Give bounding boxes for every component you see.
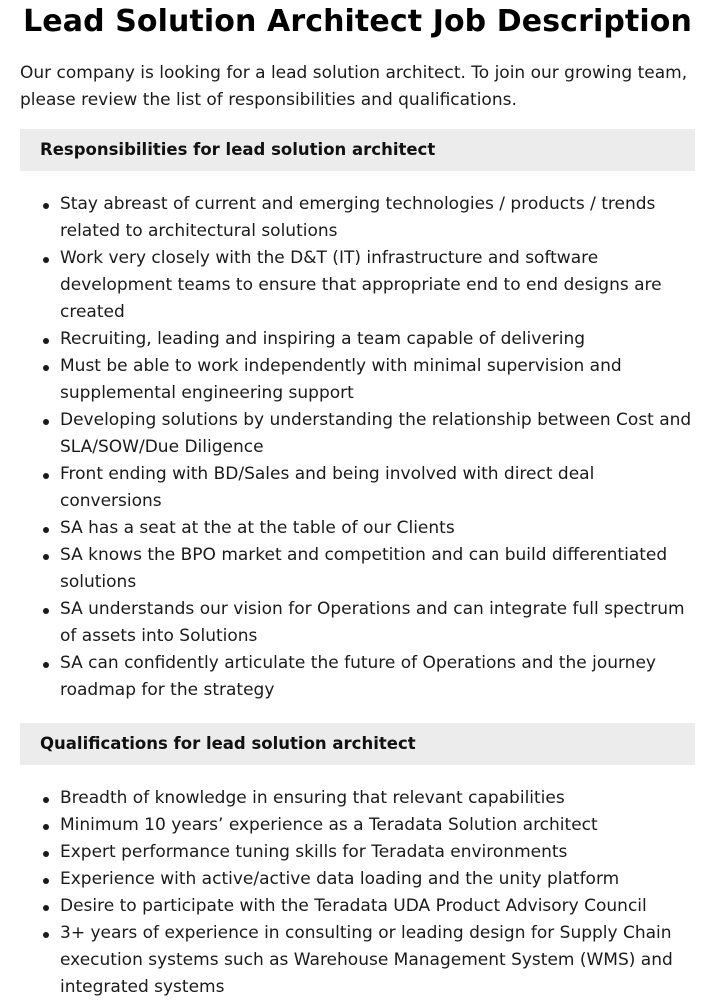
bullet-icon (43, 203, 49, 209)
list-item (60, 407, 695, 461)
list-item-text: Stay abreast of current and emerging technologies / products / trends related to architectural solutions (60, 194, 656, 241)
bullet-icon (43, 932, 49, 938)
bullet-icon (43, 851, 49, 857)
list-item-text: SA understands our vision for Operations and can integrate full spectrum of assets into Solutions (60, 599, 685, 646)
bullet-icon (43, 527, 49, 533)
list-item (60, 596, 695, 650)
bullet-icon (43, 905, 49, 911)
list-item (60, 866, 695, 893)
qualifications-list (20, 785, 695, 1001)
page-title: Lead Solution Architect Job Description (23, 4, 692, 39)
bullet-icon (43, 419, 49, 425)
list-item (60, 893, 695, 920)
list-item (60, 920, 695, 1001)
list-item-text: SA has a seat at the at the table of our Clients (60, 518, 455, 538)
list-item-text: Experience with active/active data loading and the unity platform (60, 869, 620, 889)
intro-paragraph: Our company is looking for a lead solution architect. To join our growing team, please review the list of responsibilities and qualifications. (20, 63, 688, 110)
list-item (60, 542, 695, 596)
list-item-text: Expert performance tuning skills for Teradata environments (60, 842, 568, 862)
list-item-text: Developing solutions by understanding the relationship between Cost and SLA/SOW/Due Diligence (60, 410, 692, 457)
list-item-text: Desire to participate with the Teradata UDA Product Advisory Council (60, 896, 647, 916)
bullet-icon (43, 662, 49, 668)
list-item-text: SA can confidently articulate the future of Operations and the journey roadmap for the strategy (60, 653, 656, 700)
list-item (60, 839, 695, 866)
list-item (60, 326, 695, 353)
list-item-text: Front ending with BD/Sales and being involved with direct deal conversions (60, 464, 595, 511)
qualifications-heading: Qualifications for lead solution architect (20, 723, 695, 765)
list-item-text: Minimum 10 years’ experience as a Teradata Solution architect (60, 815, 598, 835)
list-item (60, 191, 695, 245)
list-item (60, 812, 695, 839)
bullet-icon (43, 878, 49, 884)
bullet-icon (43, 473, 49, 479)
bullet-icon (43, 365, 49, 371)
bullet-icon (43, 257, 49, 263)
list-item-text: Work very closely with the D&T (IT) infrastructure and software development teams to ensure that appropriate end to end designs are created (60, 248, 662, 322)
list-item (60, 353, 695, 407)
list-item (60, 650, 695, 704)
list-item (60, 245, 695, 326)
list-item-text: 3+ years of experience in consulting or leading design for Supply Chain execution systems such as Warehouse Management System (WMS) and integrated systems (60, 923, 673, 997)
responsibilities-list (20, 191, 695, 704)
bullet-icon (43, 338, 49, 344)
bullet-icon (43, 608, 49, 614)
list-item (60, 515, 695, 542)
list-item-text: SA knows the BPO market and competition and can build differentiated solutions (60, 545, 668, 592)
list-item-text: Breadth of knowledge in ensuring that relevant capabilities (60, 788, 565, 808)
bullet-icon (43, 554, 49, 560)
bullet-icon (43, 824, 49, 830)
list-item (60, 785, 695, 812)
list-item-text: Must be able to work independently with minimal supervision and supplemental engineering support (60, 356, 622, 403)
responsibilities-heading: Responsibilities for lead solution architect (20, 129, 695, 171)
list-item-text: Recruiting, leading and inspiring a team capable of delivering (60, 329, 586, 349)
bullet-icon (43, 797, 49, 803)
list-item (60, 461, 695, 515)
